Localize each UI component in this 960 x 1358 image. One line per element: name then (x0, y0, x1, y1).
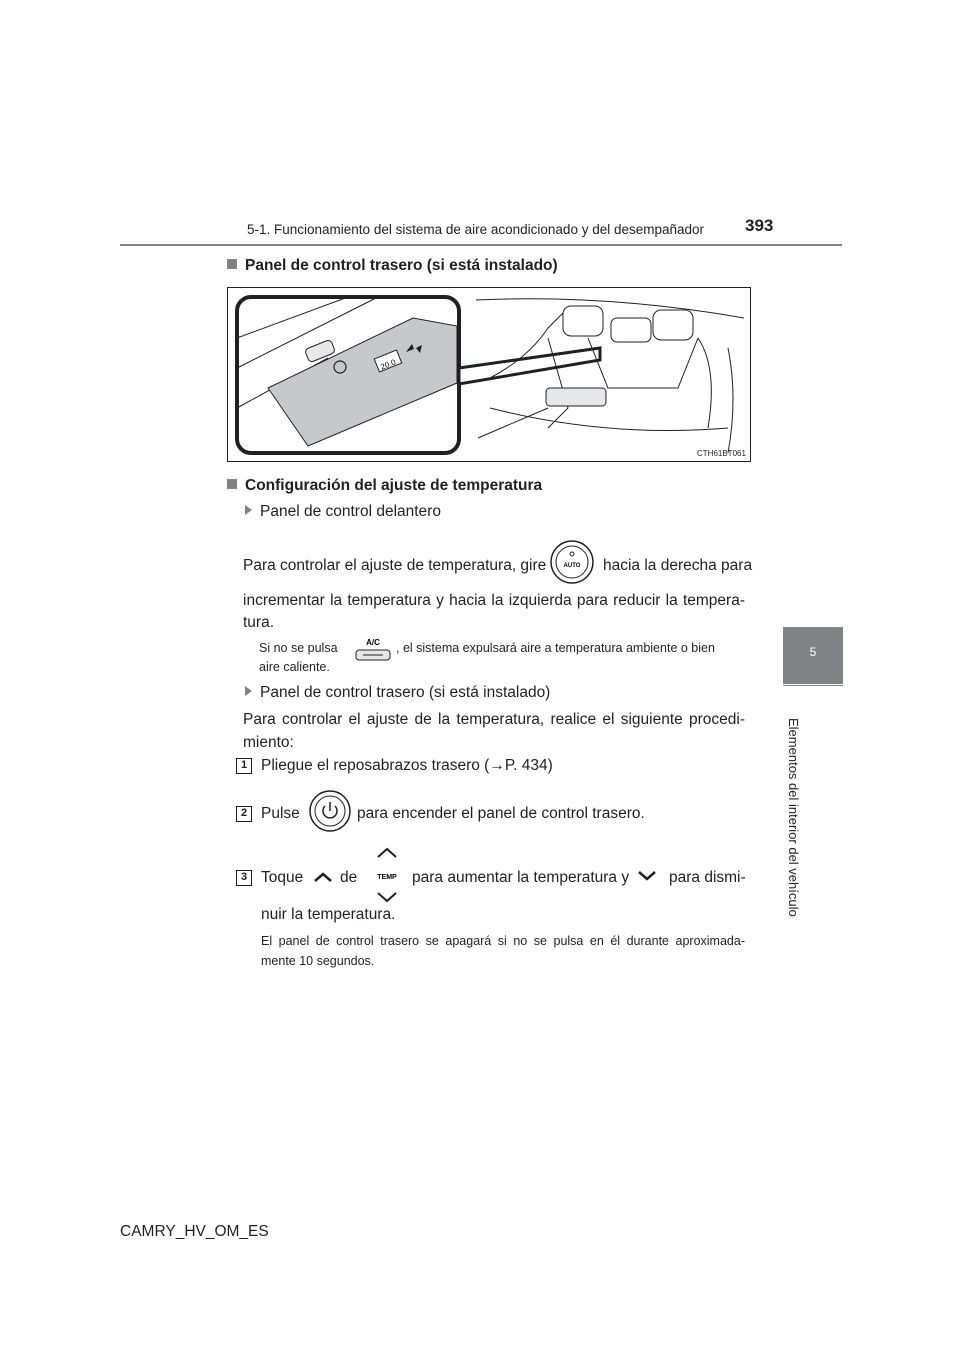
header-divider (120, 244, 842, 246)
chevron-up-icon (312, 870, 334, 884)
step-2-text-a: Pulse (261, 805, 300, 822)
triangle-bullet-icon (245, 686, 252, 696)
step-3-text-c: para aumentar la temperatura y (412, 869, 630, 886)
subheading-text: Panel de control trasero (si está instalado) (260, 684, 551, 701)
figure-label: CTH61BT061 (697, 449, 746, 458)
temp-control-icon (372, 843, 402, 907)
subheading-front (245, 500, 441, 524)
step-3-text-a: Toque (261, 869, 304, 886)
chevron-up-icon (378, 849, 396, 857)
rear-panel-illustration (227, 287, 751, 462)
header-section-title: 5-1. Funcionamiento del sistema de aire acondicionado y del desempañador (247, 222, 705, 237)
rear-para-line1: Para controlar el ajuste de la temperatura, realice el siguiente procedi- (243, 711, 745, 728)
step-2-text-b: para encender el panel de control trasero. (357, 805, 645, 822)
step-1-text: Pliegue el reposabrazos trasero (→P. 434) (261, 757, 553, 774)
car-interior-illustration (228, 288, 750, 461)
auto-dial-label: AUTO (563, 563, 581, 569)
chapter-number: 5 (809, 645, 817, 659)
subheading-rear (245, 681, 550, 705)
section-heading-text: Panel de control trasero (si está instalado) (245, 257, 558, 274)
front-para-line2: incrementar la temperatura y hacia la izquierda para reducir la tempera- (243, 592, 745, 609)
section-heading-temperature (227, 477, 542, 495)
front-note-line2: aire caliente. (259, 660, 330, 674)
front-para-line3: tura. (243, 614, 275, 631)
chevron-down-icon (636, 869, 658, 883)
rear-note-line1: El panel de control trasero se apagará si no se pulsa en él durante aproximada- (261, 934, 745, 948)
rear-note-line2: mente 10 segundos. (261, 954, 375, 968)
front-para-line1-b: hacia la derecha para (603, 557, 753, 574)
model-code: CAMRY_HV_OM_ES (120, 1223, 269, 1240)
chevron-down-icon (378, 893, 396, 901)
auto-dial-icon (549, 539, 595, 585)
front-para-line1-a: Para controlar el ajuste de temperatura, gire (243, 557, 547, 574)
step-number-2: 2 (236, 806, 252, 822)
rear-para-line2: miento: (243, 734, 294, 751)
ac-button-icon (353, 636, 393, 664)
step-3-text-d: para dismi- (669, 869, 746, 886)
front-note-a: Si no se pulsa (259, 641, 338, 655)
subheading-text: Panel de control delantero (260, 503, 441, 520)
square-bullet-icon (227, 259, 237, 269)
triangle-bullet-icon (245, 505, 252, 515)
front-note-b: , el sistema expulsará aire a temperatura ambiente o bien (396, 641, 715, 655)
step-number-1: 1 (236, 758, 252, 774)
step-3-text-line2: nuir la temperatura. (261, 906, 396, 923)
step-3-text-b: de (340, 869, 358, 886)
chapter-tab-divider (783, 685, 843, 686)
temp-label: TEMP (377, 874, 397, 881)
ac-button-label: A/C (366, 638, 380, 647)
rear-panel-display: 20.0 (379, 357, 398, 372)
power-button-icon (308, 789, 352, 833)
chapter-title: Elementos del interior del vehículo (786, 718, 801, 917)
page-number: 393 (745, 216, 774, 235)
section-heading-text: Configuración del ajuste de temperatura (245, 477, 543, 494)
section-heading-rear-panel (227, 257, 558, 275)
square-bullet-icon (227, 479, 237, 489)
step-number-3: 3 (236, 870, 252, 886)
